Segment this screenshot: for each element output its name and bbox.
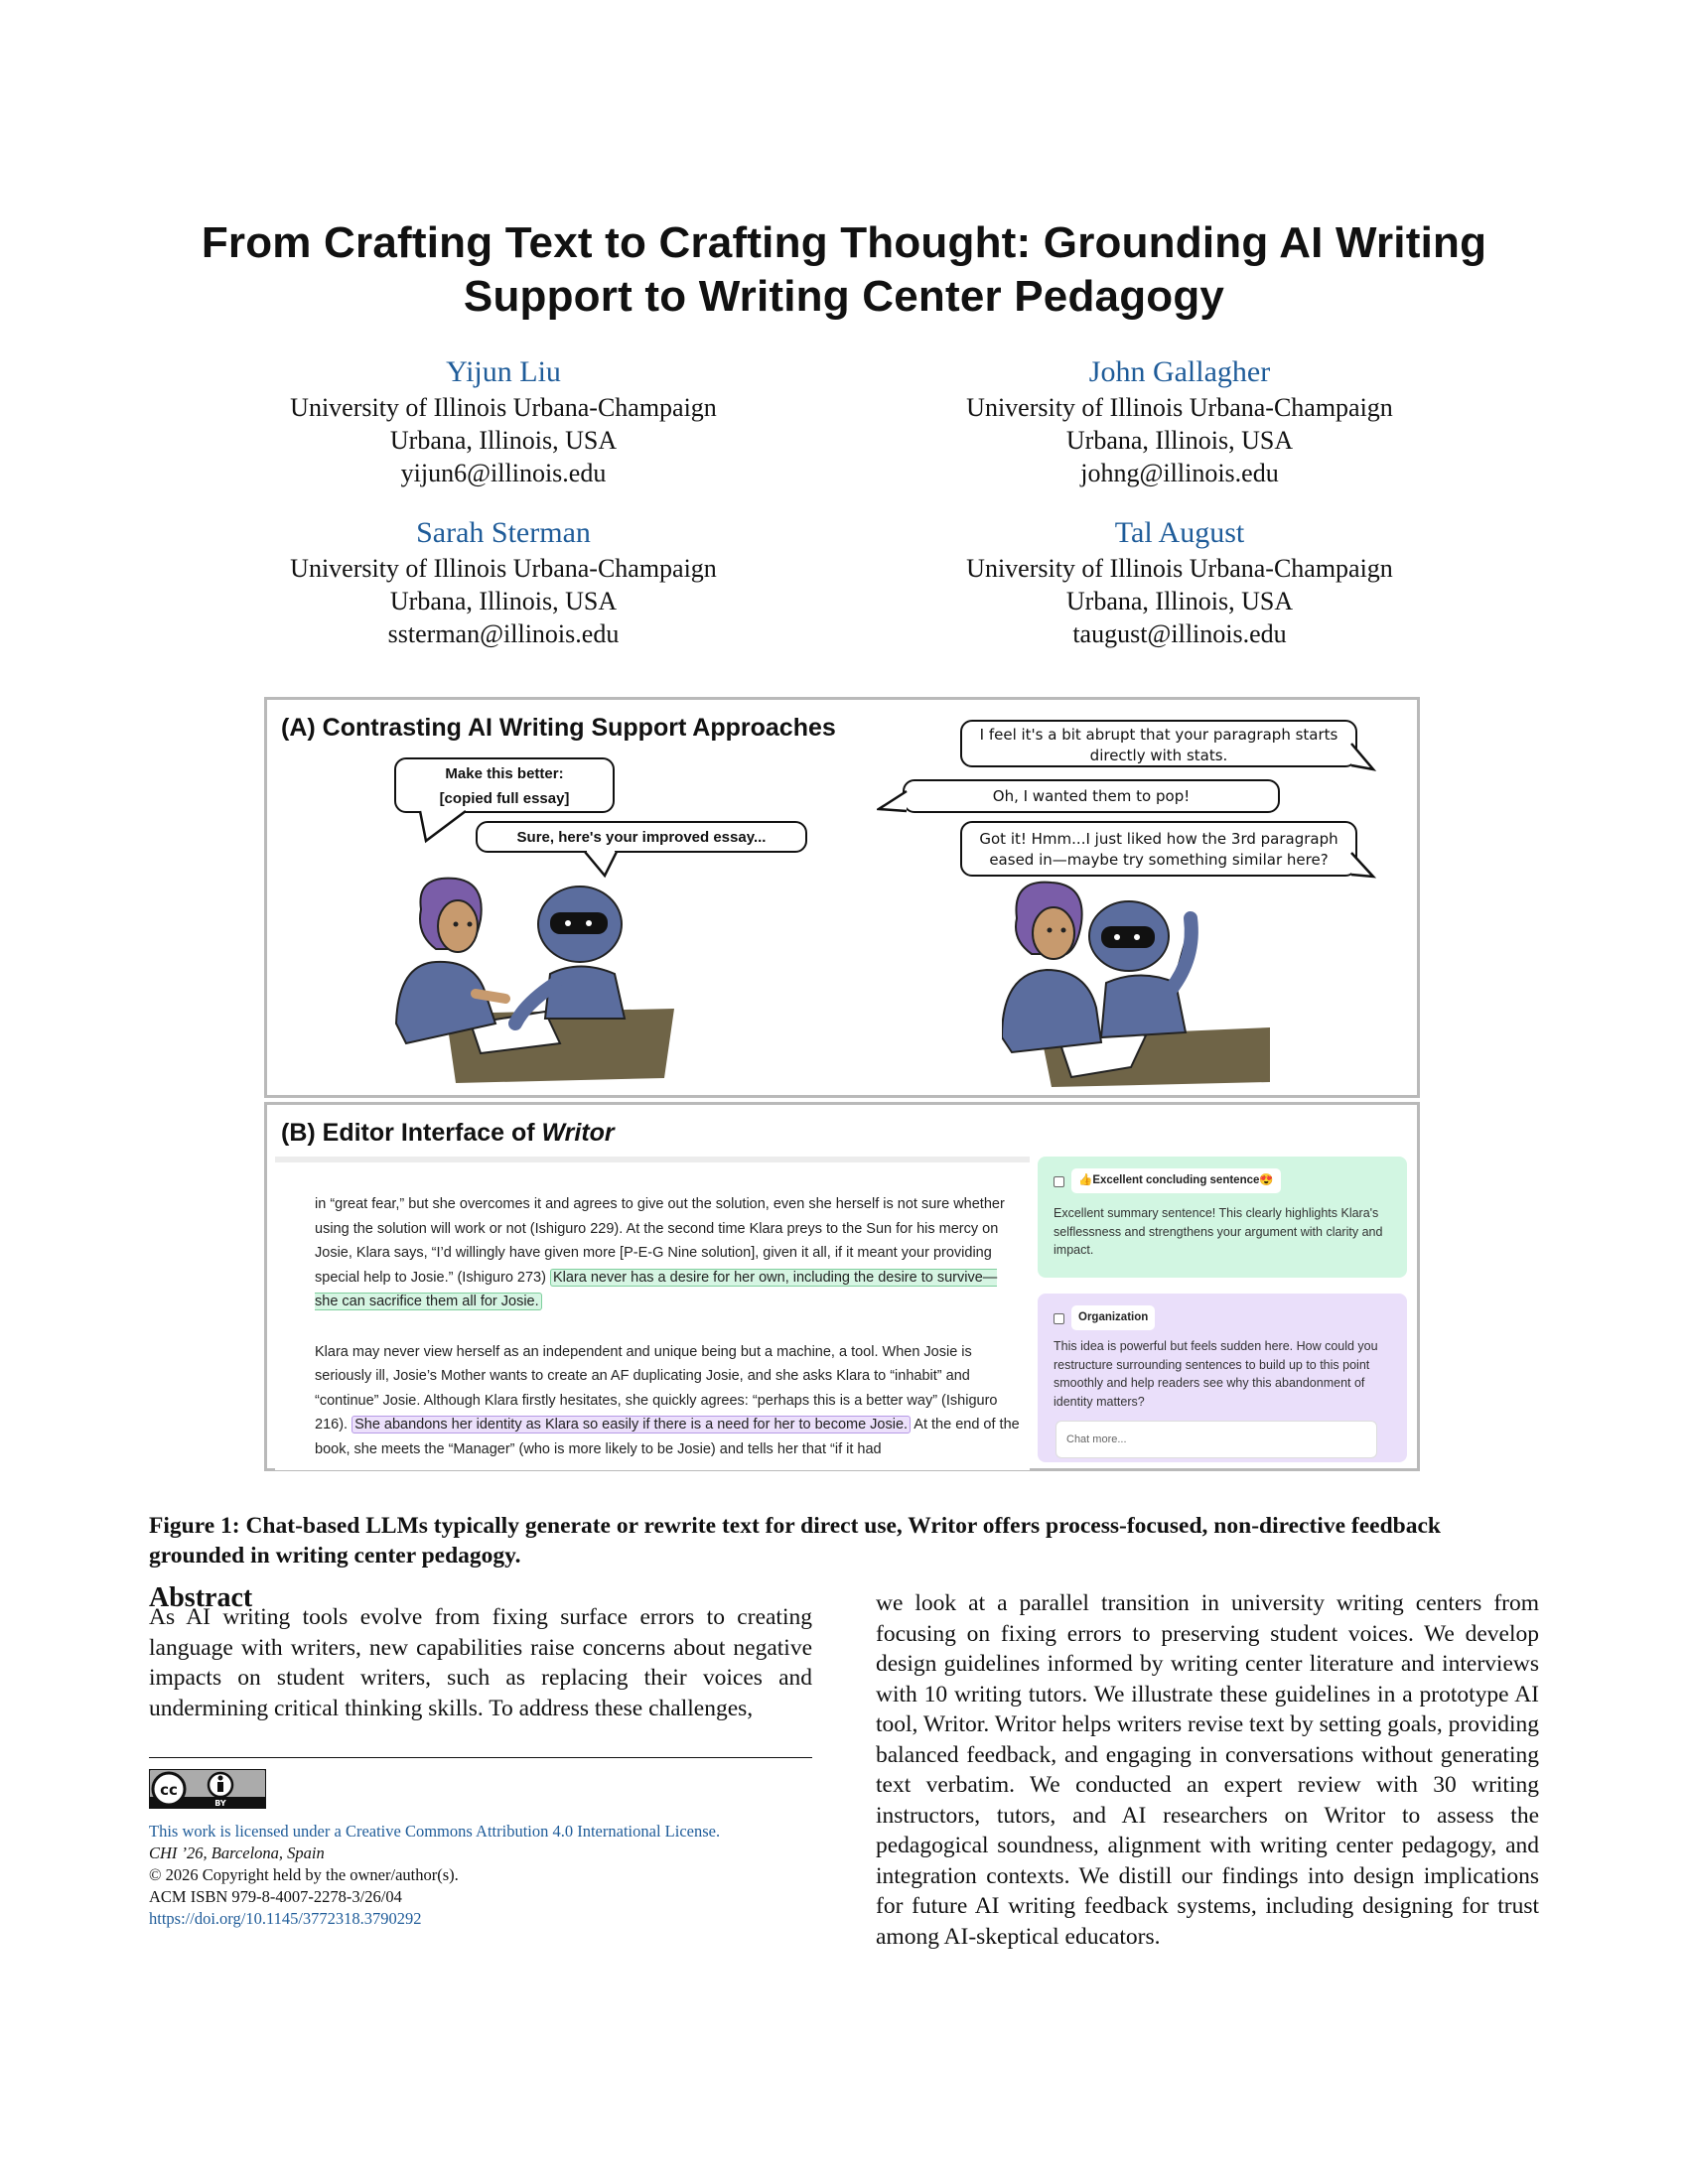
cc-by-text: BY — [214, 1799, 226, 1808]
panel-b-title-prefix: (B) Editor Interface of — [281, 1119, 542, 1147]
bubble-tutor-2-text: Got it! Hmm...I just liked how the 3rd paragraph eased in—maybe try something similar here? — [979, 830, 1338, 869]
author-block — [902, 514, 1458, 650]
author-name[interactable]: Tal August — [1114, 516, 1245, 549]
feedback-checkbox[interactable] — [1054, 1313, 1064, 1324]
doi-link[interactable]: https://doi.org/10.1145/3772318.3790292 — [149, 1909, 422, 1928]
title-line-2: Support to Writing Center Pedagogy — [463, 272, 1225, 321]
editor-pane[interactable] — [275, 1157, 1030, 1470]
author-name[interactable]: John Gallagher — [1088, 355, 1271, 388]
human-and-robot-collaborating-illustration — [1002, 879, 1300, 1087]
essay-text[interactable] — [315, 1192, 1020, 1470]
speech-bubble-writer — [903, 779, 1280, 813]
panel-b-title — [281, 1119, 615, 1148]
essay-paragraph — [315, 1340, 1020, 1462]
copyright: © 2026 Copyright held by the owner/author(s). — [149, 1865, 459, 1884]
feedback-card-praise — [1038, 1157, 1407, 1278]
author-block — [225, 353, 781, 489]
author-location: Urbana, Illinois, USA — [1065, 426, 1294, 455]
feedback-card-organization — [1038, 1294, 1407, 1462]
speech-bubble-tutor-1 — [960, 720, 1357, 767]
author-location: Urbana, Illinois, USA — [1065, 587, 1294, 615]
paper-title — [0, 216, 1688, 324]
author-affiliation: University of Illinois Urbana-Champaign — [290, 554, 717, 583]
author-block — [225, 514, 781, 650]
highlight-praise[interactable]: Klara never has a desire for her own, including the desire to survive—she can sacrifice them all for Josie. — [315, 1269, 998, 1309]
author-email: taugust@illinois.edu — [1072, 619, 1287, 648]
bubble-tutor-1-text: I feel it's a bit abrupt that your paragraph starts directly with stats. — [979, 726, 1338, 764]
author-affiliation: University of Illinois Urbana-Champaign — [966, 554, 1393, 583]
bubble-tail-icon — [1349, 740, 1379, 773]
author-email: johng@illinois.edu — [1080, 459, 1279, 487]
bubble-reply-text: Sure, here's your improved essay... — [516, 829, 767, 846]
bubble-tail-icon — [416, 809, 476, 849]
cc-badge-text: cc — [160, 1781, 178, 1799]
essay-text-run: At the end of the book, she meets the “Manager” (who is more likely to be Josie) and tells her that “if it had — [315, 1417, 1020, 1457]
venue: CHI ’26, Barcelona, Spain — [149, 1843, 325, 1862]
panel-b-title-tool-name: Writor — [541, 1119, 615, 1147]
footnote-divider — [149, 1757, 812, 1758]
speech-bubble-reply — [476, 821, 807, 853]
license-link[interactable]: This work is licensed under a Creative Commons Attribution 4.0 International License. — [149, 1822, 721, 1841]
author-affiliation: University of Illinois Urbana-Champaign — [966, 393, 1393, 422]
essay-text-run: Klara may never view herself as an independent and unique being but a machine, a tool. When Josie is seriously ill, Josie’s Mother wants to create an AF duplicating Josie, and she asks Klara to “inhabit” and “continue” Josie. Although Klara firstly hesitates, she quickly agrees: “perhaps this is a better way” (Ishiguro 216). — [315, 1343, 998, 1433]
bubble-writer-text: Oh, I wanted them to pop! — [992, 787, 1191, 805]
essay-paragraph — [315, 1192, 1020, 1314]
author-location: Urbana, Illinois, USA — [389, 426, 618, 455]
chat-more-input[interactable]: Chat more... — [1055, 1421, 1377, 1458]
abstract-left-column: As AI writing tools evolve from fixing surface errors to creating language with writers, new capabilities raise concerns about negative impacts on student writers, such as replacing their voices and undermining critical thinking skills. To address these challenges, — [149, 1604, 812, 1721]
author-block — [902, 353, 1458, 489]
speech-bubble-tutor-2 — [960, 821, 1357, 877]
author-name[interactable]: Yijun Liu — [446, 355, 561, 388]
author-email: ssterman@illinois.edu — [387, 619, 620, 648]
abstract-heading: Abstract — [149, 1582, 253, 1613]
bubble-prompt-line-2: [copied full essay] — [439, 790, 570, 807]
abstract-right-column: we look at a parallel transition in university writing centers from focusing on fixing errors to preserving student voices. We develop design guidelines informed by writing center literature and interviews with 10 writing tutors. We illustrate these guidelines in a prototype AI tool, Writor. Writor helps writers revise text by setting goals, providing balanced feedback, and engaging in conversations without generating text verbatim. We conducted an expert review with 30 writing instructors, tutors, and AI researchers on Writor to assess the pedagogical soundness, alignment with writing center pedagogy, and integration contexts. We distill our findings into design implications for future AI writing feedback systems, including designing for trust among AI-skeptical educators. — [876, 1590, 1539, 1950]
feedback-checkbox[interactable] — [1054, 1176, 1064, 1187]
bubble-prompt-line-1: Make this better: — [445, 765, 564, 782]
feedback-body: Excellent summary sentence! This clearly highlights Klara's selflessness and strengthens your argument with clarity and impact. — [1054, 1206, 1383, 1257]
feedback-tag: 👍Excellent concluding sentence😍 — [1071, 1168, 1281, 1193]
author-email: yijun6@illinois.edu — [400, 459, 607, 487]
author-location: Urbana, Illinois, USA — [389, 587, 618, 615]
isbn: ACM ISBN 979-8-4007-2278-3/26/04 — [149, 1887, 402, 1906]
bubble-tail-icon — [877, 787, 909, 815]
figure-caption: Figure 1: Chat-based LLMs typically generate or rewrite text for direct use, Writor offers process-focused, non-directive feedback grounded in writing center pedagogy. — [149, 1513, 1441, 1569]
feedback-body: This idea is powerful but feels sudden here. How could you restructure surrounding sentences to build up to this point smoothly and help readers see why this abandonment of identity matters? — [1054, 1339, 1378, 1409]
footnote — [149, 1821, 844, 1930]
essay-text-run: in “great fear,” but she overcomes it and agrees to give out the solution, even she herself is not sure whether using the solution will work or not (Ishiguro 229). At the second time Klara preys to the Sun for his mercy on Josie, Klara says, “I’d willingly have given more [P-E-G Nine solution], given it all, if it meant your providing special help to Josie.” (Ishiguro 273) — [315, 1196, 1005, 1286]
highlight-organization[interactable]: She abandons her identity as Klara so easily if there is a need for her to become Josie. — [352, 1416, 911, 1433]
panel-a-title: (A) Contrasting AI Writing Support Approaches — [281, 714, 836, 742]
cc-by-license-icon[interactable] — [149, 1769, 266, 1809]
title-line-1: From Crafting Text to Crafting Thought: Grounding AI Writing — [201, 218, 1487, 267]
figure-panel-b — [264, 1102, 1420, 1471]
author-affiliation: University of Illinois Urbana-Champaign — [290, 393, 717, 422]
bubble-tail-icon — [1349, 849, 1379, 883]
figure-panel-a — [264, 697, 1420, 1098]
human-and-robot-rewriting-illustration — [376, 875, 674, 1083]
feedback-tag: Organization — [1071, 1305, 1155, 1330]
author-name[interactable]: Sarah Sterman — [416, 516, 591, 549]
speech-bubble-prompt — [394, 757, 615, 813]
